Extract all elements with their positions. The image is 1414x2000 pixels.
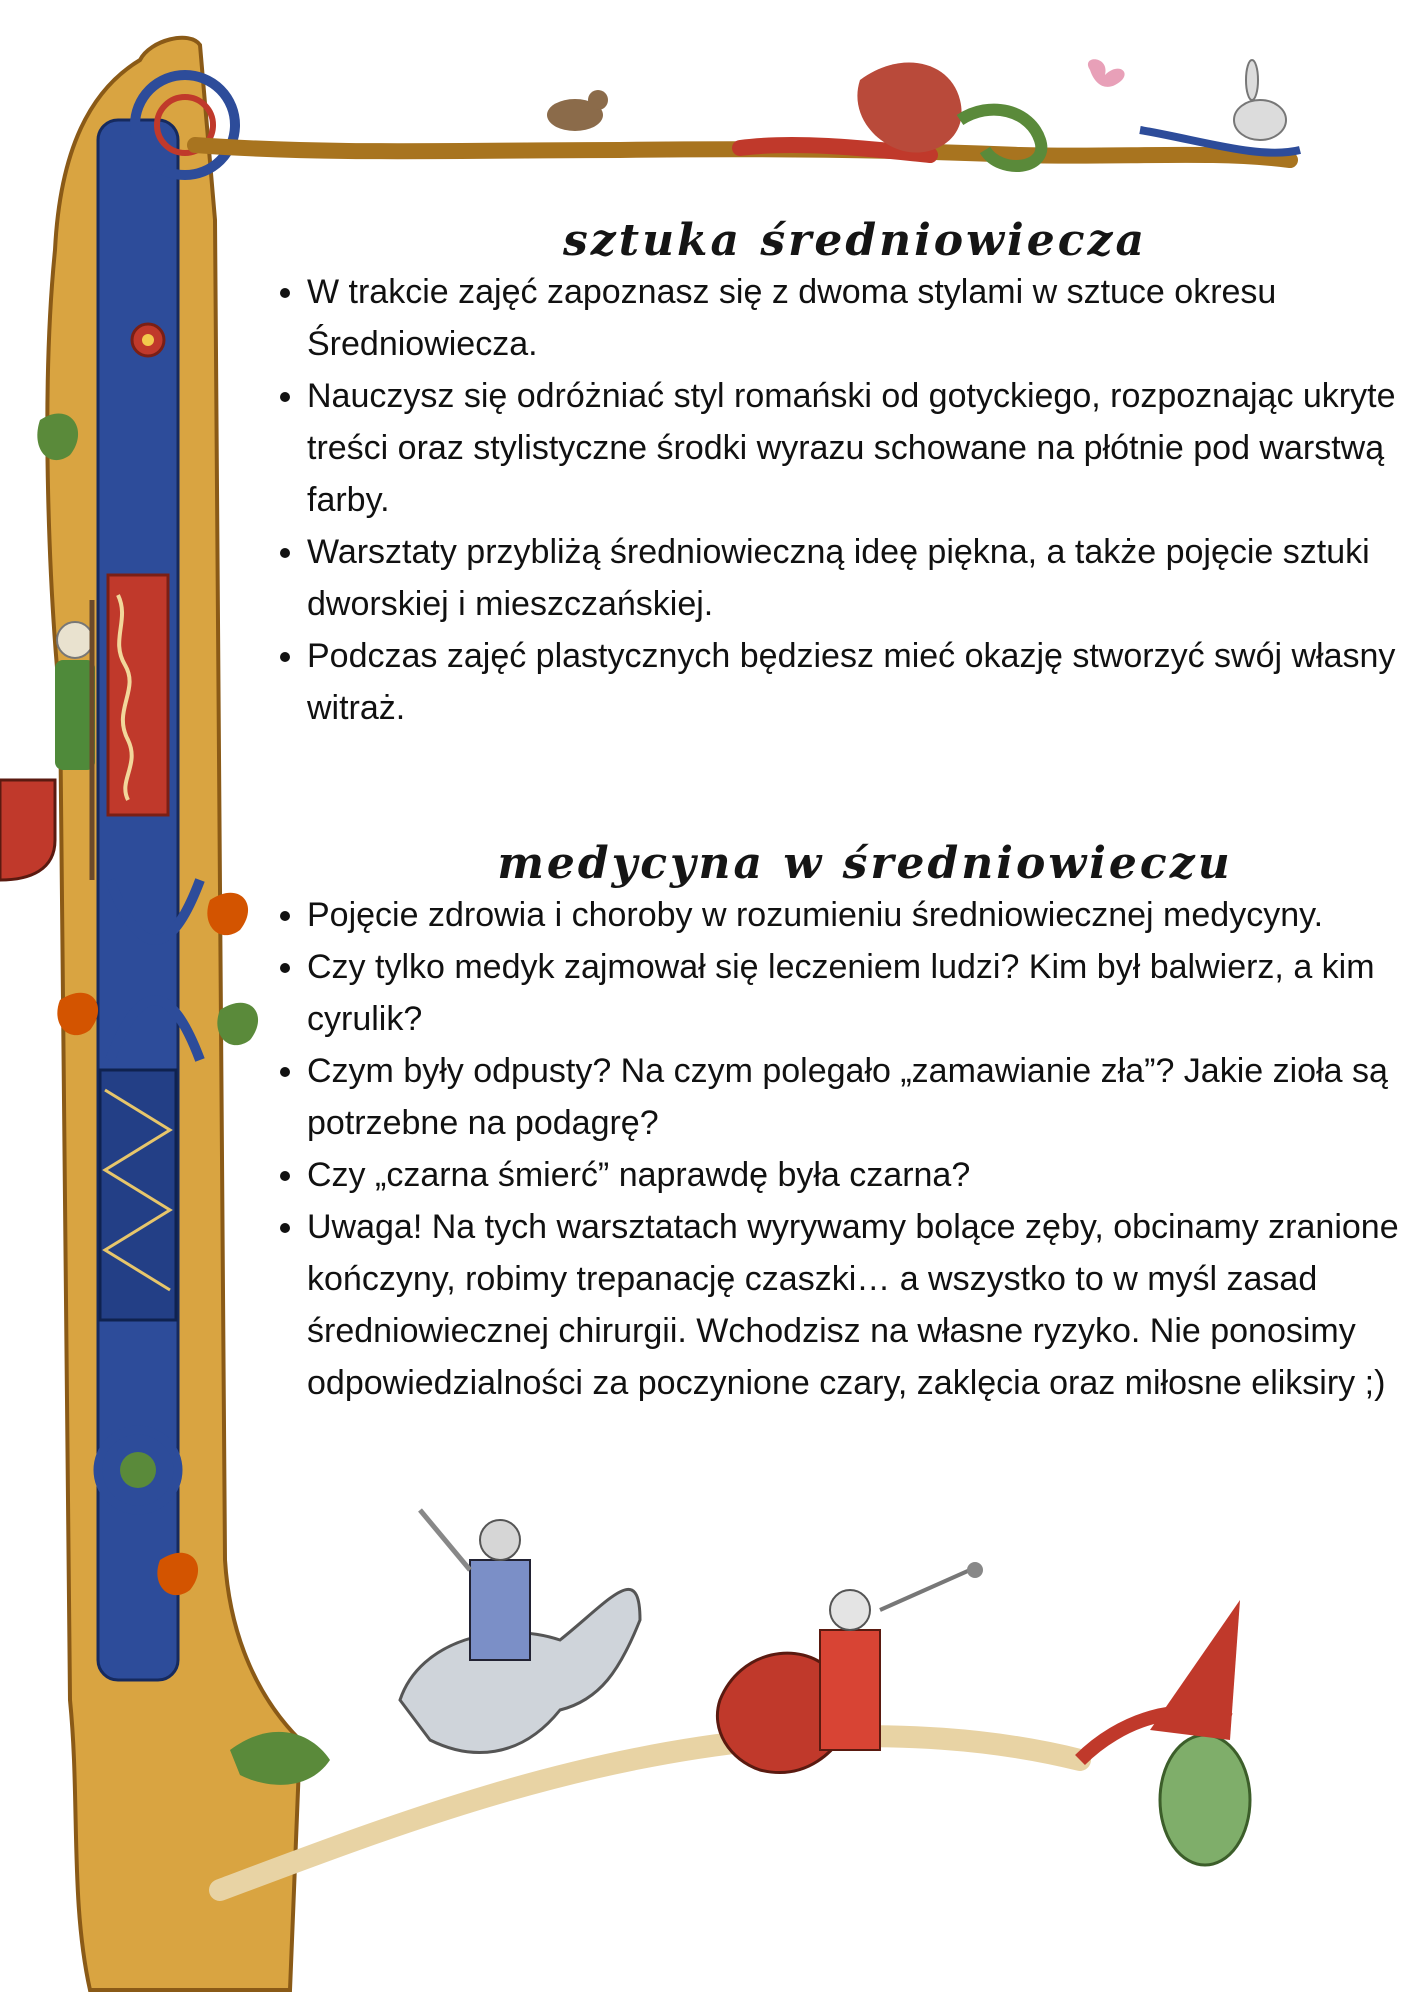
list-item: • W trakcie zajęć zapoznasz się z dwoma stylami w sztuce okresu Średniowiecza. xyxy=(307,266,1405,370)
bullet-list-medicine xyxy=(265,889,1405,1409)
list-item: • Podczas zajęć plastycznych będziesz mieć okazję stworzyć swój własny witraż. xyxy=(307,630,1405,734)
list-item: • Czy tylko medyk zajmował się leczeniem ludzi? Kim był balwierz, a kim cyrulik? xyxy=(307,941,1405,1045)
bullet-list-art xyxy=(265,266,1405,734)
list-item: • Czym były odpusty? Na czym polegało „zamawianie zła”? Jakie zioła są potrzebne na podagrę? xyxy=(307,1045,1405,1149)
section-title-art: sztuka średniowiecza xyxy=(562,215,1148,266)
section-title-medicine: medycyna w średniowieczu xyxy=(497,838,1233,889)
list-item: • Czy „czarna śmierć” naprawdę była czarna? xyxy=(307,1149,1405,1201)
red-panel xyxy=(108,575,168,815)
blue-panel xyxy=(100,1070,176,1320)
list-item: • Warsztaty przybliżą średniowieczną ideę piękna, a także pojęcie sztuki dworskiej i mieszczańskiej. xyxy=(307,526,1405,630)
list-item: • Uwaga! Na tych warsztatach wyrywamy bolące zęby, obcinamy zranione kończyny, robimy trepanację czaszki… a wszystko to w myśl zasad średniowiecznej chirurgii. Wchodzisz na własne ryzyko. Nie ponosimy odpowiedzialności za poczynione czary, zaklęcia oraz miłosne eliksiry ;) xyxy=(307,1201,1405,1409)
list-item: • Pojęcie zdrowia i choroby w rozumieniu średniowiecznej medycyny. xyxy=(307,889,1405,941)
list-item: • Nauczysz się odróżniać styl romański od gotyckiego, rozpoznając ukryte treści oraz stylistyczne środki wyrazu schowane na płótnie pod warstwą farby. xyxy=(307,370,1405,526)
section-art xyxy=(265,215,1405,734)
bottom-branch xyxy=(220,1736,1080,1890)
section-medicine xyxy=(265,838,1405,1409)
